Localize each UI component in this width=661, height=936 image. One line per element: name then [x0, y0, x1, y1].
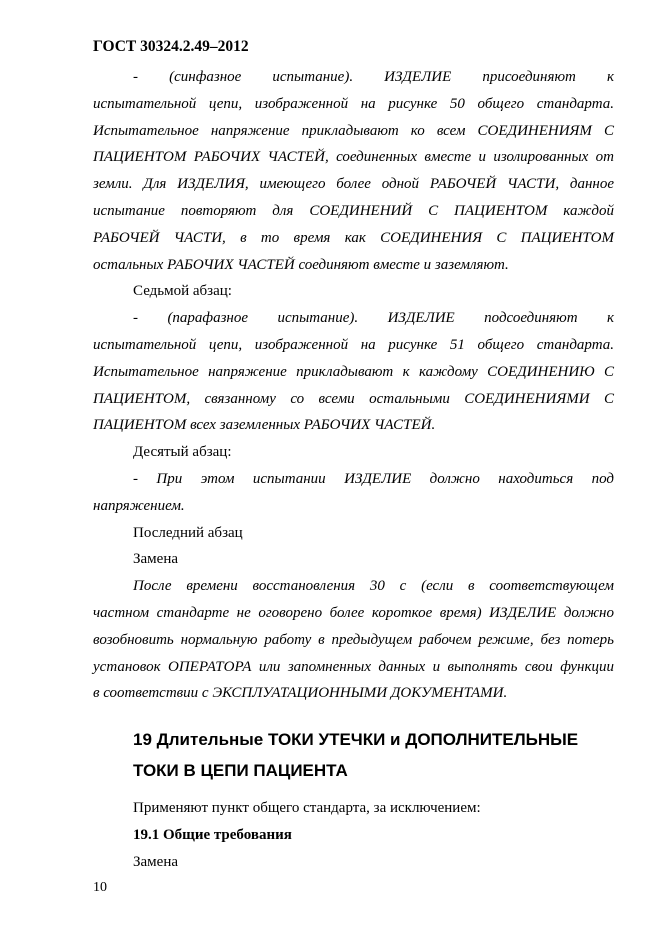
text-line: - (парафазное испытание). ИЗДЕЛИЕ подсоединяют к: [133, 310, 614, 327]
text-line: ПАЦИЕНТОМ РАБОЧИХ ЧАСТЕЙ, соединенных вместе и изолированных от: [93, 149, 614, 166]
text-line: После времени восстановления 30 с (если в соответствующем: [133, 578, 614, 595]
text-line: частном стандарте не оговорено более короткое время) ИЗДЕЛИЕ должно: [93, 604, 614, 621]
label-replacement: Замена: [133, 854, 179, 870]
section-heading-line: ТОКИ В ЦЕПИ ПАЦИЕНТА: [133, 761, 348, 780]
text-line: земли. Для ИЗДЕЛИЯ, имеющего более одной РАБОЧЕЙ ЧАСТИ, данное: [93, 176, 614, 193]
text-line: возобновить нормальную работу в предыдущем рабочем режиме, без потерь: [93, 631, 614, 648]
apply-text: Применяют пункт общего стандарта, за исключением:: [133, 800, 481, 816]
text-line: Испытательное напряжение прикладывают к каждому СОЕДИНЕНИЮ С: [93, 363, 614, 380]
document-body: [93, 64, 614, 707]
text-line: ПАЦИЕНТОМ, связанному со всеми остальными СОЕДИНЕНИЯМИ С: [93, 390, 614, 407]
label-last-paragraph: Последний абзац: [133, 524, 243, 541]
text-line: остальных РАБОЧИХ ЧАСТЕЙ соединяют вместе и заземляют.: [93, 256, 509, 273]
page-number: 10: [93, 880, 107, 895]
label-tenth-paragraph: Десятый абзац:: [133, 444, 232, 461]
section-heading-line: 19 Длительные ТОКИ УТЕЧКИ и ДОПОЛНИТЕЛЬНЫЕ: [133, 730, 579, 749]
text-line: в соответствии с ЭКСПЛУАТАЦИОННЫМИ ДОКУМЕНТАМИ.: [93, 685, 508, 702]
subsection-title: 19.1 Общие требования: [133, 827, 292, 843]
text-line: напряжением.: [93, 497, 185, 514]
section-content: [133, 795, 481, 876]
text-line: испытательной цепи, изображенной на рисунке 51 общего стандарта.: [93, 336, 614, 353]
text-line: испытание повторяют для СОЕДИНЕНИЙ С ПАЦИЕНТОМ каждой: [93, 202, 614, 219]
text-line: - (синфазное испытание). ИЗДЕЛИЕ присоединяют к: [133, 69, 614, 85]
text-line: - При этом испытании ИЗДЕЛИЕ должно находиться под: [133, 470, 614, 487]
text-line: установок ОПЕРАТОРА или запомненных данных и выполнять свои функции: [93, 658, 614, 675]
text-line: Испытательное напряжение прикладывают ко всем СОЕДИНЕНИЯМ С: [93, 122, 614, 139]
text-line: ПАЦИЕНТОМ всех заземленных РАБОЧИХ ЧАСТЕЙ.: [93, 417, 436, 434]
document-header: ГОСТ 30324.2.49–2012: [93, 38, 249, 55]
section-heading: [133, 724, 613, 786]
text-line: РАБОЧЕЙ ЧАСТИ, в то время как СОЕДИНЕНИЯ С ПАЦИЕНТОМ: [93, 229, 614, 246]
text-line: испытательной цепи, изображенной на рисунке 50 общего стандарта.: [93, 95, 614, 112]
label-seventh-paragraph: Седьмой абзац:: [133, 283, 232, 300]
label-replacement: Замена: [133, 551, 179, 568]
